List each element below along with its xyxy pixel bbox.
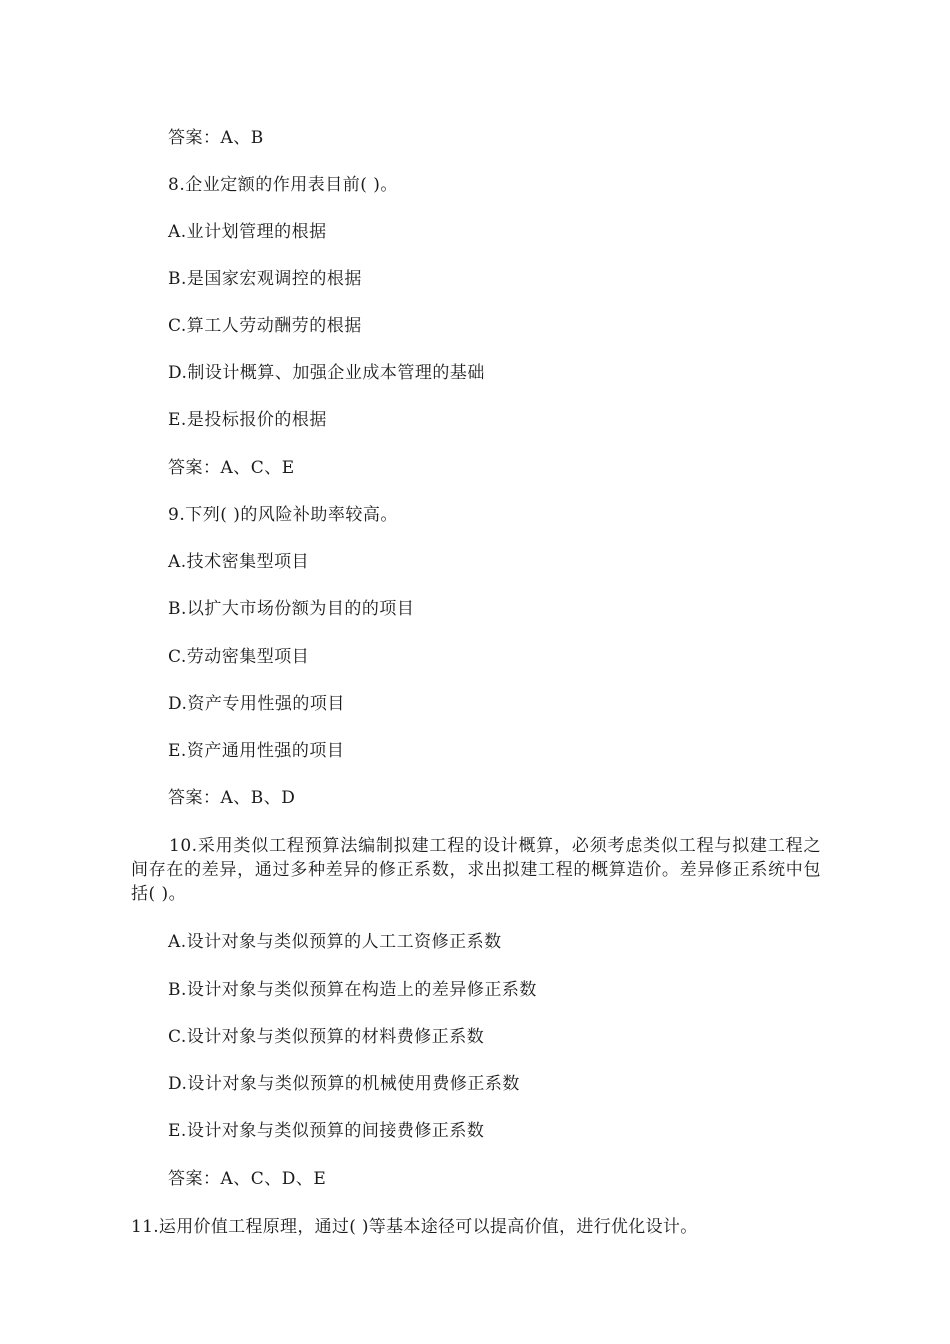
question-8-option-c: C.算工人劳动酬劳的根据 (168, 316, 362, 336)
question-8-option-a: A.业计划管理的根据 (168, 222, 327, 242)
question-9-option-d: D.资产专用性强的项目 (168, 694, 345, 714)
question-10-option-d: D.设计对象与类似预算的机械使用费修正系数 (168, 1074, 520, 1094)
question-9-option-e: E.资产通用性强的项目 (168, 741, 345, 761)
question-9-option-c: C.劳动密集型项目 (168, 647, 310, 667)
answer-q9: 答案：A、B、D (168, 788, 296, 808)
question-10-option-a: A.设计对象与类似预算的人工工资修正系数 (168, 932, 502, 952)
question-8-option-e: E.是投标报价的根据 (168, 410, 327, 430)
answer-q7: 答案：A、B (168, 128, 264, 148)
question-10: 10.采用类似工程预算法编制拟建工程的设计概算，必须考虑类似工程与拟建工程之间存在的差异，通过多种差异的修正系数，求出拟建工程的概算造价。差异修正系统中包括( )。 (131, 836, 821, 904)
question-11: 11.运用价值工程原理，通过( )等基本途径可以提高价值，进行优化设计。 (131, 1217, 698, 1237)
question-9: 9.下列( )的风险补助率较高。 (168, 505, 398, 525)
question-10-option-e: E.设计对象与类似预算的间接费修正系数 (168, 1121, 485, 1141)
answer-q8: 答案：A、C、E (168, 458, 295, 478)
question-9-option-b: B.以扩大市场份额为目的的项目 (168, 599, 415, 619)
question-8-option-d: D.制设计概算、加强企业成本管理的基础 (168, 363, 485, 383)
question-9-option-a: A.技术密集型项目 (168, 552, 310, 572)
question-10-option-b: B.设计对象与类似预算在构造上的差异修正系数 (168, 980, 537, 1000)
answer-q10: 答案：A、C、D、E (168, 1169, 327, 1189)
question-8: 8.企业定额的作用表目前( )。 (168, 175, 398, 195)
question-10-option-c: C.设计对象与类似预算的材料费修正系数 (168, 1027, 485, 1047)
question-8-option-b: B.是国家宏观调控的根据 (168, 269, 362, 289)
